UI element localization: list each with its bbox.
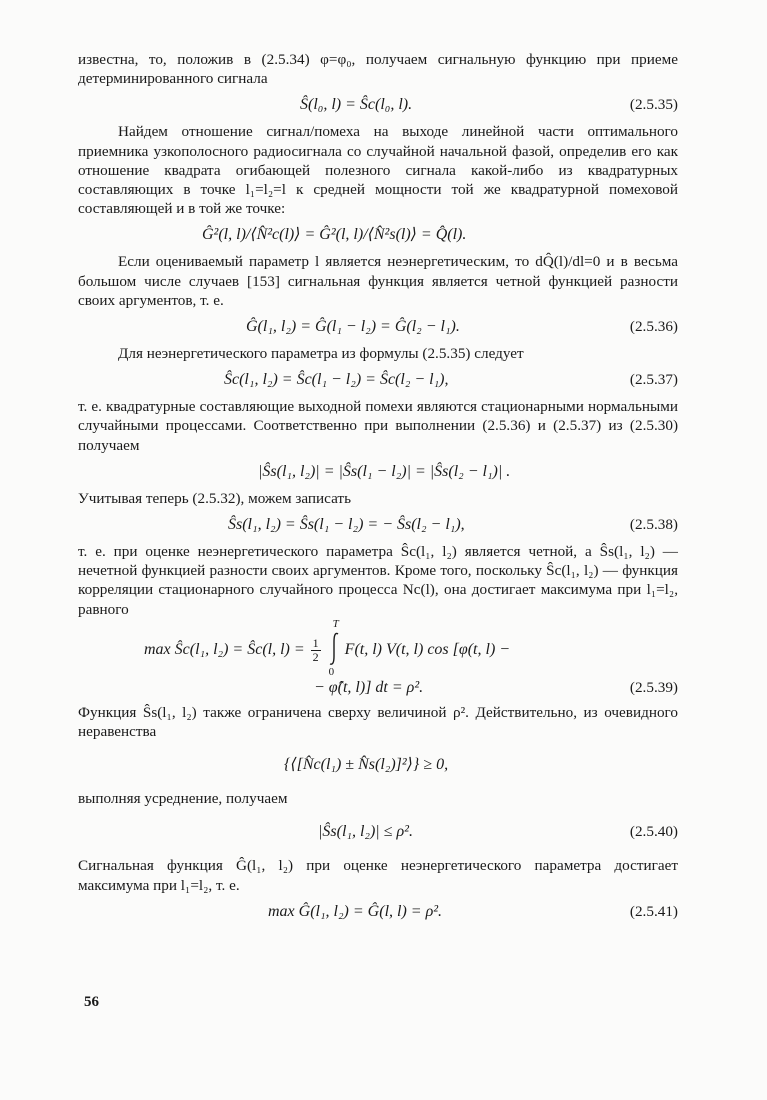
equation-2-5-40 [78, 808, 678, 856]
equation-number: (2.5.39) [629, 678, 678, 696]
equation-q [78, 218, 678, 252]
paragraph: Для неэнергетического параметра из формулы (2.5.35) следует [118, 345, 524, 363]
equation-2-5-37 [78, 363, 678, 397]
paragraph: т. е. при оценке неэнергетического параметра Ŝc(l₁, l₂) является четной, а Ŝs(l₁, l₂) — нечетной функцией разности своих аргументов. Кроме того, поскольку Ŝc(l₁, l₂) — функция корреляции стационарного случайного процесса Nc(l), она достигает максимума при l₁=l₂, равного [78, 543, 678, 618]
integral-lower-limit: 0 [328, 666, 335, 679]
equation-body: Ĝ²(l, l)/⟨N̂²c(l)⟩ = Ĝ²(l, l)/⟨N̂²s(l)⟩ = Q̂(l). [202, 226, 467, 244]
paragraph: выполняя усреднение, получаем [78, 790, 288, 808]
equation-number: (2.5.40) [629, 823, 678, 841]
fraction-numerator: 1 [312, 635, 319, 650]
paragraph: т. е. квадратурные составляющие выходной помехи являются стационарными нормальными случайными процессами. Соответственно при выполнении (2.5.36) и (2.5.37) из (2.5.30) получаем [78, 398, 678, 454]
paragraph: Учитывая теперь (2.5.32), можем записать [78, 489, 351, 507]
equation-2-5-38 [78, 508, 678, 542]
equation-part: max Ŝc(l₁, l₂) = Ŝc(l, l) = [144, 640, 305, 658]
equation-body: |Ŝs(l₁, l₂)| = |Ŝs(l₁ − l₂)| = |Ŝs(l₂ − l₁)| . [258, 462, 511, 480]
equation-number: (2.5.37) [629, 371, 678, 389]
fraction-denominator: 2 [312, 649, 319, 664]
integral-upper-limit: T [332, 618, 339, 631]
equation-2-5-35 [78, 88, 678, 122]
integral-sign [327, 618, 341, 679]
equation-line [144, 618, 511, 679]
fraction [311, 637, 321, 664]
equation-abs [78, 455, 678, 489]
integral-icon [327, 632, 341, 666]
paragraph: Функция Ŝs(l₁, l₂) также ограничена сверху величиной ρ². Действительно, из очевидного неравенства [78, 703, 678, 741]
equation-body: Ŝ(l₀, l) = Ŝc(l₀, l). [300, 96, 413, 114]
equation-2-5-41 [78, 895, 678, 929]
equation-body: Ŝc(l₁, l₂) = Ŝc(l₁ − l₂) = Ŝc(l₂ − l₁), [224, 371, 449, 389]
paragraph: Если оцениваемый параметр l является неэнергетическим, то dQ̂(l)/dl=0 и в весьма большом числе случаев [153] сигнальная функция является четной функцией разности своих аргументов, т. е. [78, 253, 678, 309]
equation-line: − φ̂(t, l)] dt = ρ². [314, 678, 424, 696]
equation-number: (2.5.41) [629, 902, 678, 920]
equation-body: {⟨[N̂c(l₁) ± N̂s(l₂)]²⟩} ≥ 0, [284, 756, 449, 774]
paragraph: Сигнальная функция Ĝ(l₁, l₂) при оценке неэнергетического параметра достигает максимума при l₁=l₂, т. е. [78, 857, 678, 894]
paragraph: Найдем отношение сигнал/помеха на выходе линейной части оптимального приемника узкополосного радиосигнала со случайной начальной фазой, определив его как отношение квадрата огибающей полезного сигнала какой-либо из квадратурных составляющих в точке l₁=l₂=l к средней мощности той же квадратурной помеховой составляющей и в той же точке: [78, 123, 678, 218]
equation-number: (2.5.35) [629, 96, 678, 114]
paragraph: известна, то, положив в (2.5.34) φ=φ₀, получаем сигнальную функцию при приеме детерминированного сигнала [78, 51, 678, 88]
equation-body: max Ĝ(l₁, l₂) = Ĝ(l, l) = ρ². [268, 902, 443, 920]
equation-part: F(t, l) V(t, l) cos [φ(t, l) − [344, 640, 511, 658]
equation-body: Ĝ(l₁, l₂) = Ĝ(l₁ − l₂) = Ĝ(l₂ − l₁). [246, 318, 460, 336]
page-number: 56 [84, 994, 99, 1010]
equation-2-5-36 [78, 310, 678, 344]
equation-inequality [78, 741, 678, 789]
equation-body: |Ŝs(l₁, l₂)| ≤ ρ². [318, 823, 413, 841]
page-content [78, 50, 678, 929]
equation-number: (2.5.38) [629, 516, 678, 534]
equation-number: (2.5.36) [629, 318, 678, 336]
equation-body: Ŝs(l₁, l₂) = Ŝs(l₁ − l₂) = − Ŝs(l₂ − l₁), [228, 516, 465, 534]
equation-2-5-39 [78, 619, 678, 703]
